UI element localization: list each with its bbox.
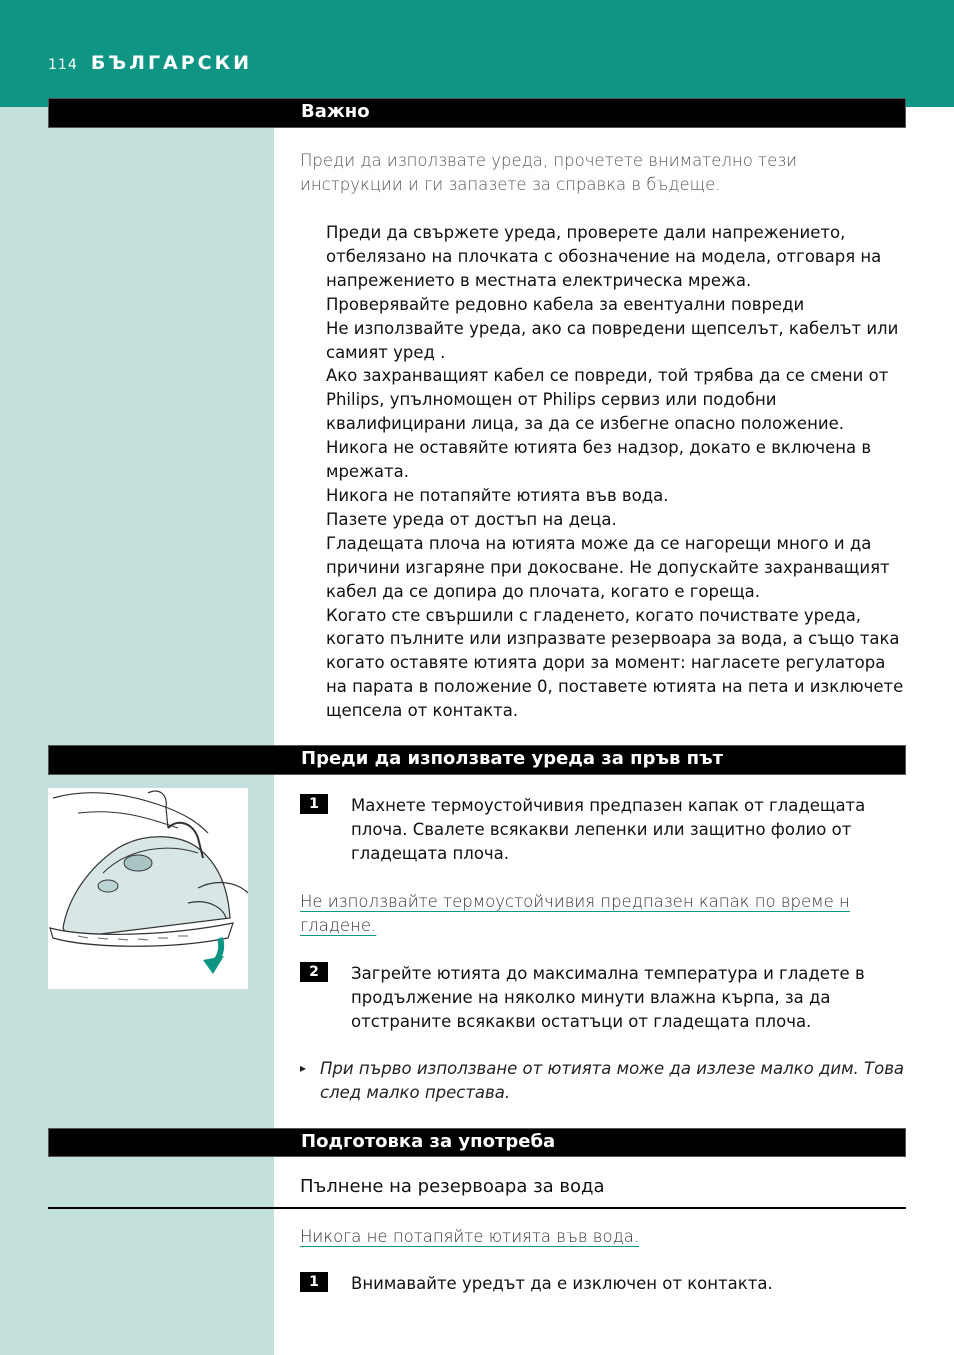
warning-text: Не използвайте термоустойчивия предпазен капак по време н гладене. [300,892,850,935]
safety-list [326,221,911,723]
iron-illustration [48,788,248,989]
step-number-badge: 2 [300,962,328,982]
list-item: Никога не потапяйте ютията във вода. [326,485,669,505]
result-note [300,1057,910,1105]
page-number: 114 [48,57,78,73]
section-title: Преди да използвате уреда за пръв път [301,748,724,769]
arrow-bullet-icon: ▸ [300,1061,307,1075]
subsection-title: Пълнене на резервоара за вода [300,1176,605,1197]
section-bar-important [48,98,906,128]
warning-text: Никога не потапяйте ютията във вода. [300,1227,640,1246]
step-text: Внимавайте уредът да е изключен от контакта. [351,1274,773,1293]
page-header [48,52,252,74]
list-item: Никога не оставяйте ютията без надзор, докато е включена в мрежата. [326,438,872,482]
step-text: Загрейте ютията до максимална температура и гладете в продължение на няколко минути влажна кърпа, за да отстраните всякакви остатъци от гладещата плоча. [351,964,865,1031]
step-number-badge: 1 [300,794,328,814]
section-title: Подготовка за употреба [301,1131,556,1152]
step-text: Махнете термоустойчивия предпазен капак от гладещата плоча. Свалете всякакви лепенки или защитно фолио от гладещата плоча. [351,796,866,863]
divider-line [48,1207,906,1209]
step-number-badge: 1 [300,1272,328,1292]
intro-paragraph: Преди да използвате уреда, прочетете внимателно тези инструкции и ги запазете за справка в бъдеще. [300,151,798,194]
language-title: БЪЛГАРСКИ [90,52,253,74]
section-title: Важно [301,101,370,122]
list-item: Когато сте свършили с гладенето, когато почиствате уреда, когато пълните или изпразвате резервоара за вода, а също така когато оставяте ютията дори за момент: нагласете регулатора на парата в положение 0, поставете ютията на пета и изключете щепсела от контакта. [326,605,904,721]
list-item: Ако захранващият кабел се повреди, той трябва да се смени от Philips, упълномощен от Philips сервиз или подобни квалифицирани лица, за да се избегне опасно положение. [326,366,889,434]
list-item: Преди да свържете уреда, проверете дали напрежението, отбелязано на плочката с обозначение на модела, отговаря на напрежението в местната електрическа мрежа. [326,223,882,290]
list-item: Пазете уреда от достъп на деца. [326,509,617,529]
step-2 [300,962,910,1034]
section-bar-first-use [48,745,906,775]
note-text: При първо използване от ютията може да излезе малко дим. Това след малко престава. [320,1059,905,1102]
list-item: Не използвайте уреда, ако са повредени щепселът, кабелът или самият уред . [326,318,899,362]
iron-cover-removal-image [48,788,248,989]
list-item: Гладещата плоча на ютията може да се нагорещи много и да причини изгаряне при докосване. Не допускайте захранващият кабел да се допира до плочата, когато е гореща. [326,533,890,601]
list-item: Проверявайте редовно кабела за евентуални повреди [326,294,805,314]
section-bar-preparation [48,1128,906,1157]
step-1 [300,1272,910,1296]
left-margin-column [0,107,274,1355]
step-1 [300,794,910,866]
